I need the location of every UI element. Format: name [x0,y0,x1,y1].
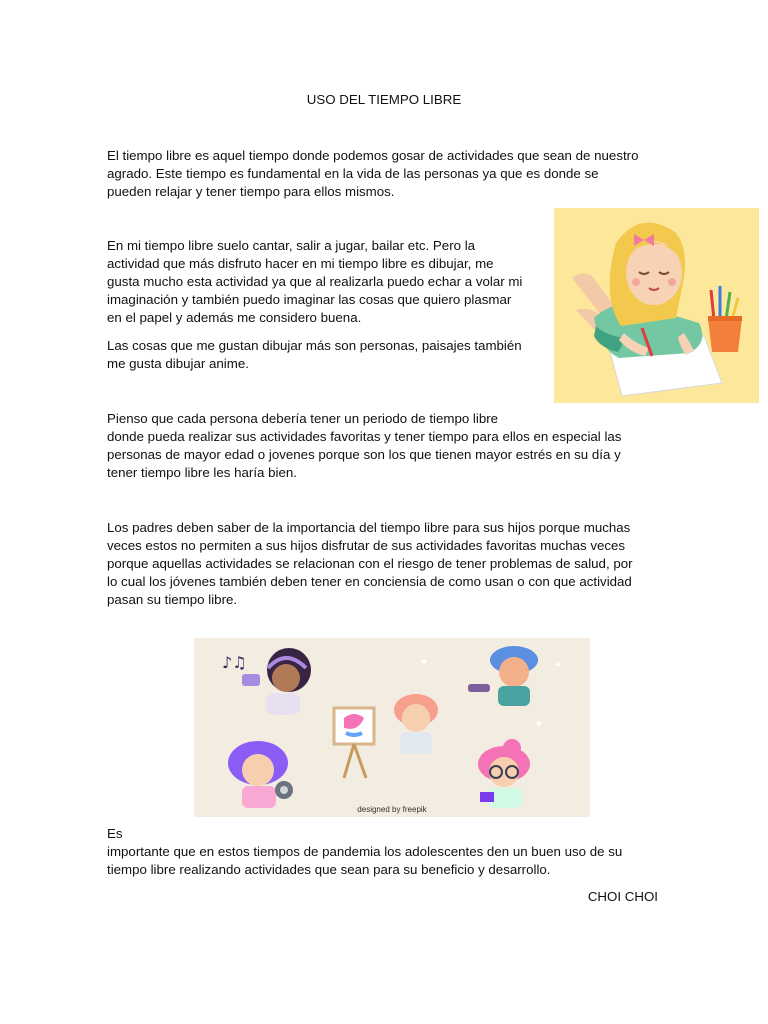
paragraph-line: importante que en estos tiempos de pandemia los adolescentes den un buen uso de su [107,844,623,859]
paragraph-5 [107,519,633,609]
paragraph-line: pueden relajar y tener tiempo para ellos mismos. [107,184,395,199]
paragraph-line: donde pueda realizar sus actividades favoritas y tener tiempo para ellos en especial las [107,429,622,444]
svg-text:♪♫: ♪♫ [222,653,247,672]
paragraph-line: tener tiempo libre les haría bien. [107,465,297,480]
paragraph-line: en el papel y además me considero buena. [107,310,362,325]
svg-text:✦: ✦ [419,655,430,669]
paragraph-line: personas de mayor edad o jovenes porque son los que tienen mayor estrés en su día y [107,447,621,462]
signature: CHOI CHOI [587,889,658,904]
girl-drawing-illustration [554,208,759,403]
paragraph-line: pasan su tiempo libre. [107,592,238,607]
paragraph-line: Pienso que cada persona debería tener un periodo de tiempo libre [107,411,499,426]
paragraph-line: lo cual los jóvenes también deben tener en conciensia de como usan o con que actividad [107,574,632,589]
paragraph-line: porque aquellas actividades se relacionan con el riesgo de tener problemas de salud, por [107,556,633,571]
svg-text:✦: ✦ [554,660,563,671]
document-title: USO DEL TIEMPO LIBRE [306,92,462,107]
paragraph-line: El tiempo libre es aquel tiempo donde podemos gosar de actividades que sean de nuestro [107,148,639,163]
paragraph-line: tiempo libre realizando actividades que sean para su beneficio y desarrollo. [107,862,551,877]
paragraph-2 [107,237,522,327]
paragraph-line: veces estos no permiten a sus hijos disfrutar de sus actividades favoritas muchas veces [107,538,626,553]
paragraph-line: Las cosas que me gustan dibujar más son personas, paisajes también [107,338,522,353]
paragraph-line: me gusta dibujar anime. [107,356,249,371]
paragraph-3 [107,337,522,373]
paragraph-4 [107,410,621,482]
paragraph-line: gusta mucho esta actividad ya que al realizarla puedo echar a volar mi [107,274,523,289]
paragraph-line: En mi tiempo libre suelo cantar, salir a jugar, bailar etc. Pero la [107,238,476,253]
paragraph-line: imaginación y también puedo imaginar las cosas que quiero plasmar [107,292,512,307]
paragraph-6 [107,825,622,879]
kids-hobbies-illustration [194,638,590,817]
paragraph-line: Es [107,826,123,841]
paragraph-1 [107,147,638,201]
svg-text:✦: ✦ [534,717,545,731]
paragraph-line: Los padres deben saber de la importancia del tiempo libre para sus hijos porque muchas [107,520,631,535]
paragraph-line: actividad que más disfruto hacer en mi tiempo libre es dibujar, me [107,256,494,271]
paragraph-line: agrado. Este tiempo es fundamental en la vida de las personas ya que es donde se [107,166,599,181]
freepik-credit: designed by freepik [357,805,427,814]
